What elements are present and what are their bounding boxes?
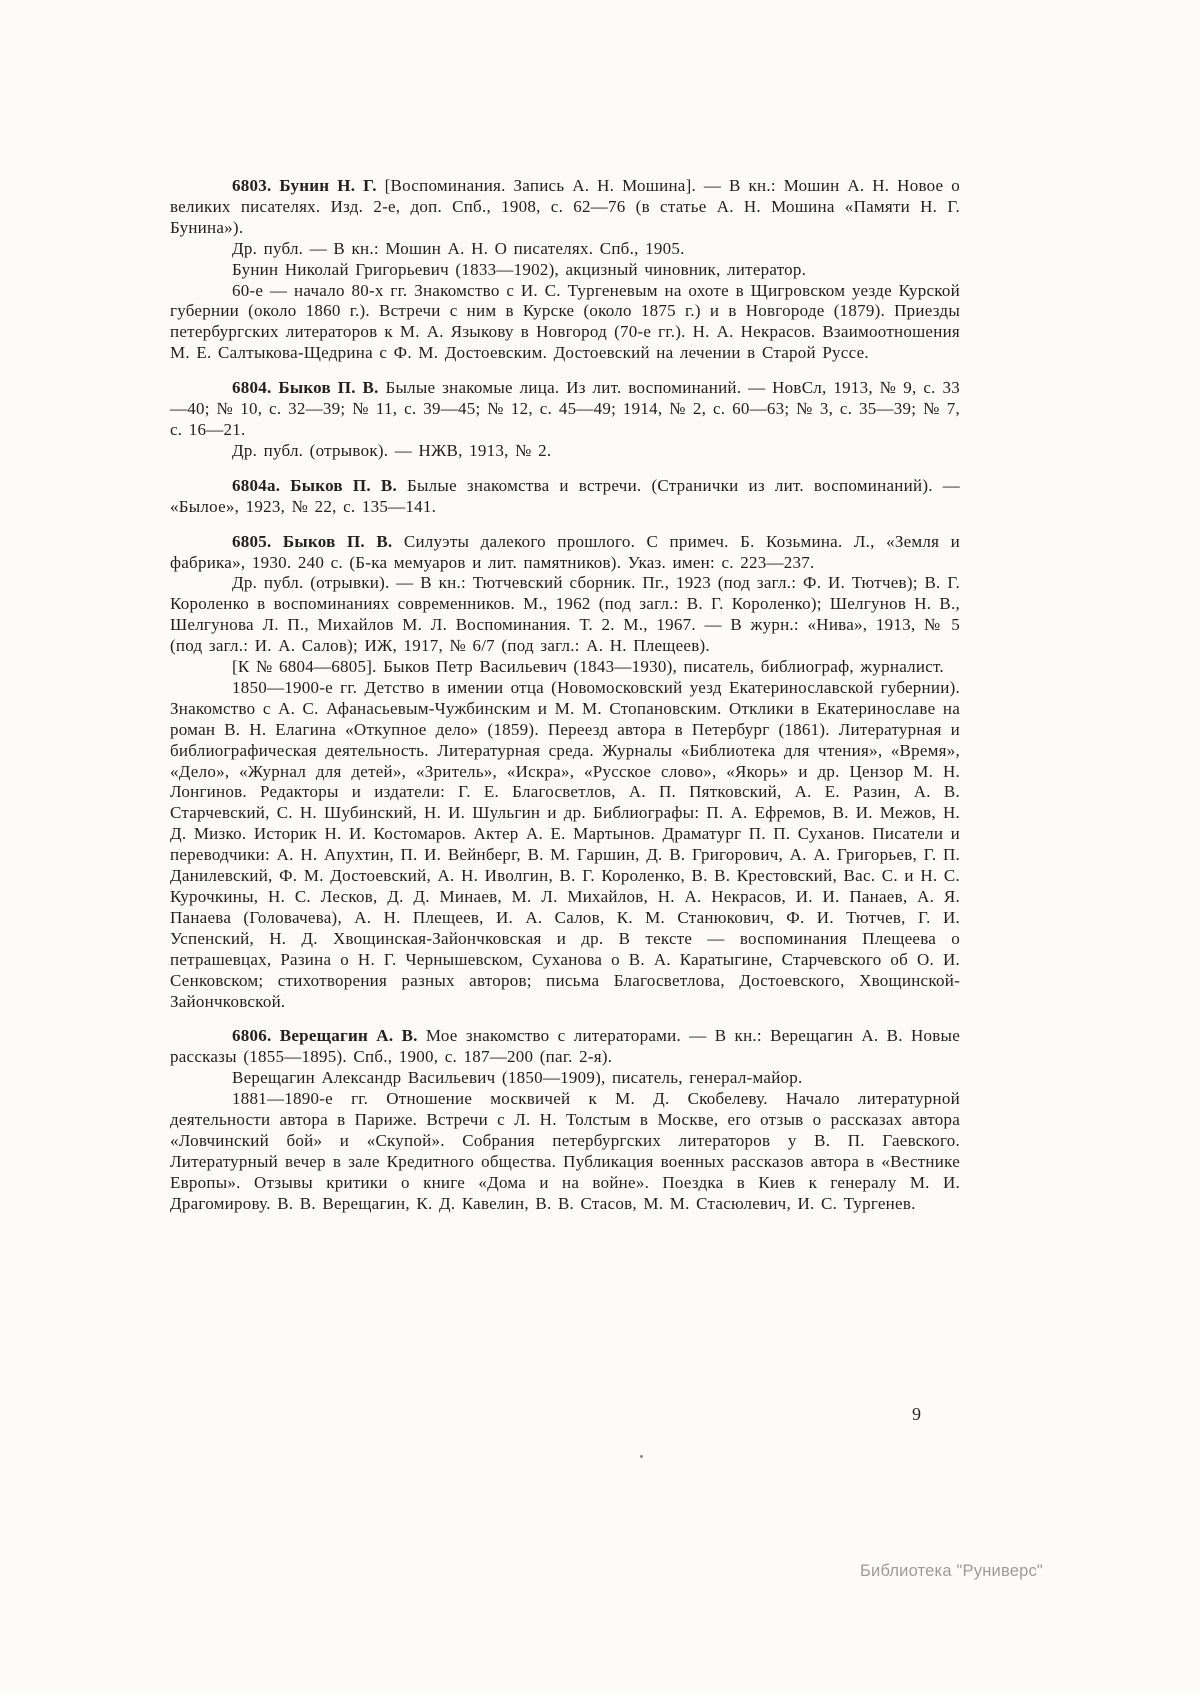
page-number: 9 <box>912 1404 921 1424</box>
entry-heading: 6806. Верещагин А. В. <box>232 1026 426 1046</box>
paragraph-text: Былые знакомства и встречи. (Странички из лит. воспоминаний). — «Былое», 1923, № 22, с. 135—141. <box>170 475 960 516</box>
paragraph <box>170 476 960 518</box>
entry-heading: 6804а. Быков П. В. <box>232 475 407 495</box>
paragraph-text: [Воспоминания. Запись А. Н. Мошина]. — В кн.: Мошин А. Н. Новое о великих писателях. Изд. 2-е, доп. Спб., 1908, с. 62—76 (в статье А. Н. Мошина «Памяти Н. Г. Бунина»). <box>170 176 960 237</box>
paragraph <box>170 378 960 441</box>
paragraph-text: Др. публ. (отрывки). — В кн.: Тютчевский сборник. Пг., 1923 (под загл.: Ф. И. Тютчев); В. Г. Короленко в воспоминаниях современников. М., 1962 (под загл.: В. Г. Короленко); Шелгунов Н. В., Шелгунова Л. П., Михайлов М. Л. Воспоминания. Т. 2. М., 1967. — В журн.: «Нива», 1913, № 5 (под загл.: И. А. Салов); ИЖ, 1917, № 6/7 (под загл.: А. Н. Плещеев). <box>170 573 960 656</box>
paragraph <box>170 239 960 260</box>
bibliography-entry <box>170 176 960 364</box>
paragraph-text: 60-е — начало 80-х гг. Знакомство с И. С. Тургеневым на охоте в Щигровском уезде Курской губернии (около 1860 г.). Встречи с ним в Курске (около 1875 г.) и в Новгороде (1879). Приезды петербургских литераторов к М. А. Языкову в Новгород (70-е гг.). Н. А. Некрасов. Взаимоотношения М. Е. Салтыкова-Щедрина с Ф. М. Достоевским. Достоевский на лечении в Старой Руссе. <box>170 280 960 363</box>
paragraph-text: 1881—1890-е гг. Отношение москвичей к М. Д. Скобелеву. Начало литературной деятельности автора в Париже. Встречи с Л. Н. Толстым в Москве, его отзыв о рассказах автора «Ловчинский бой» и «Скупой». Собрания петербургских литераторов у В. П. Гаевского. Литературный вечер в зале Кредитного общества. Публикация военных рассказов автора в «Вестнике Европы». Отзывы критики о книге «Дома и на войне». Поездка в Киев к генералу М. И. Драгомирову. В. В. Верещагин, К. Д. Кавелин, В. В. Стасов, М. М. Стасюлевич, И. С. Тургенев. <box>170 1089 960 1213</box>
paragraph-text: Др. публ. — В кн.: Мошин А. Н. О писателях. Спб., 1905. <box>232 238 685 258</box>
paragraph <box>170 678 960 1013</box>
paragraph-text: Былые знакомые лица. Из лит. воспоминаний. — НовСл, 1913, № 9, с. 33—40; № 10, с. 32—39; № 11, с. 39—45; № 12, с. 45—49; 1914, № 2, с. 60—63; № 3, с. 35—39; № 7, с. 16—21. <box>170 378 960 439</box>
paragraph-text: Мое знакомство с литераторами. — В кн.: Верещагин А. В. Новые рассказы (1855—1895). Спб., 1900, с. 187—200 (паг. 2-я). <box>170 1026 960 1067</box>
paragraph-text: Верещагин Александр Васильевич (1850—1909), писатель, генерал-майор. <box>232 1068 803 1088</box>
paragraph-text: Бунин Николай Григорьевич (1833—1902), акцизный чиновник, литератор. <box>232 259 807 279</box>
bibliography-entry <box>170 532 960 1013</box>
paragraph <box>170 1089 960 1214</box>
bibliography-entry <box>170 1026 960 1214</box>
paragraph <box>170 657 960 678</box>
paragraph <box>170 1026 960 1068</box>
paragraph <box>170 281 960 365</box>
paragraph <box>170 532 960 574</box>
paragraph <box>170 1068 960 1089</box>
paragraph <box>170 176 960 239</box>
entry-heading: 6804. Быков П. В. <box>232 378 386 398</box>
paragraph <box>170 260 960 281</box>
bibliography-entry <box>170 378 960 462</box>
bibliography-entries <box>170 176 960 1215</box>
scan-artifact-dot <box>640 1455 643 1458</box>
entry-heading: 6805. Быков П. В. <box>232 531 404 551</box>
paragraph-text: Др. публ. (отрывок). — НЖВ, 1913, № 2. <box>232 440 552 460</box>
paragraph-text: Силуэты далекого прошлого. С примеч. Б. Козьмина. Л., «Земля и фабрика», 1930. 240 с. (Б-ка мемуаров и лит. памятников). Указ. имен: с. 223—237. <box>170 531 960 572</box>
watermark: Библиотека "Руниверс" <box>860 1562 1043 1580</box>
bibliography-entry <box>170 476 960 518</box>
paragraph-text: [К № 6804—6805]. Быков Петр Васильевич (1843—1930), писатель, библиограф, журналист. <box>232 657 944 677</box>
paragraph <box>170 573 960 657</box>
paragraph-text: 1850—1900-е гг. Детство в имении отца (Новомосковский уезд Екатеринославской губернии). Знакомство с А. С. Афанасьевым-Чужбинским и М. М. Стопановским. Отклики в Екатеринославе на роман В. Н. Елагина «Откупное дело» (1859). Переезд автора в Петербург (1861). Литературная и библиографическая деятельность. Литературная среда. Журналы «Библиотека для чтения», «Время», «Дело», «Журнал для детей», «Зритель», «Искра», «Русское слово», «Якорь» и др. Цензор М. Н. Лонгинов. Редакторы и издатели: Г. Е. Благосветлов, А. П. Пятковский, А. Е. Разин, А. В. Старчевский, С. Н. Шубинский, Н. И. Шульгин и др. Библиографы: П. А. Ефремов, В. И. Межов, Н. Д. Мизко. Историк Н. И. Костомаров. Актер А. Е. Мартынов. Драматург П. П. Суханов. Писатели и переводчики: А. Н. Апухтин, П. И. Вейнберг, В. М. Гаршин, Д. В. Григорович, А. А. Григорьев, Г. П. Данилевский, Ф. М. Достоевский, А. Н. Иволгин, В. Г. Короленко, В. В. Крестовский, Вас. С. и Н. С. Курочкины, Н. С. Лесков, Д. Д. Минаев, М. Л. Михайлов, Н. А. Некрасов, И. И. Панаев, А. Я. Панаева (Головачева), А. Н. Плещеев, И. А. Салов, К. М. Станюкович, Ф. И. Тютчев, Г. И. Успенский, Н. Д. Хвощинская-Зайончковская и др. В тексте — воспоминания Плещеева о петрашевцах, Разина о Н. Г. Чернышевском, Суханова о В. А. Каратыгине, Старчевского об О. И. Сенковском; стихотворения разных авторов; письма Благосветлова, Достоевского, Хвощинской-Зайончковской. <box>170 677 960 1011</box>
entry-heading: 6803. Бунин Н. Г. <box>232 176 385 195</box>
paragraph <box>170 441 960 462</box>
